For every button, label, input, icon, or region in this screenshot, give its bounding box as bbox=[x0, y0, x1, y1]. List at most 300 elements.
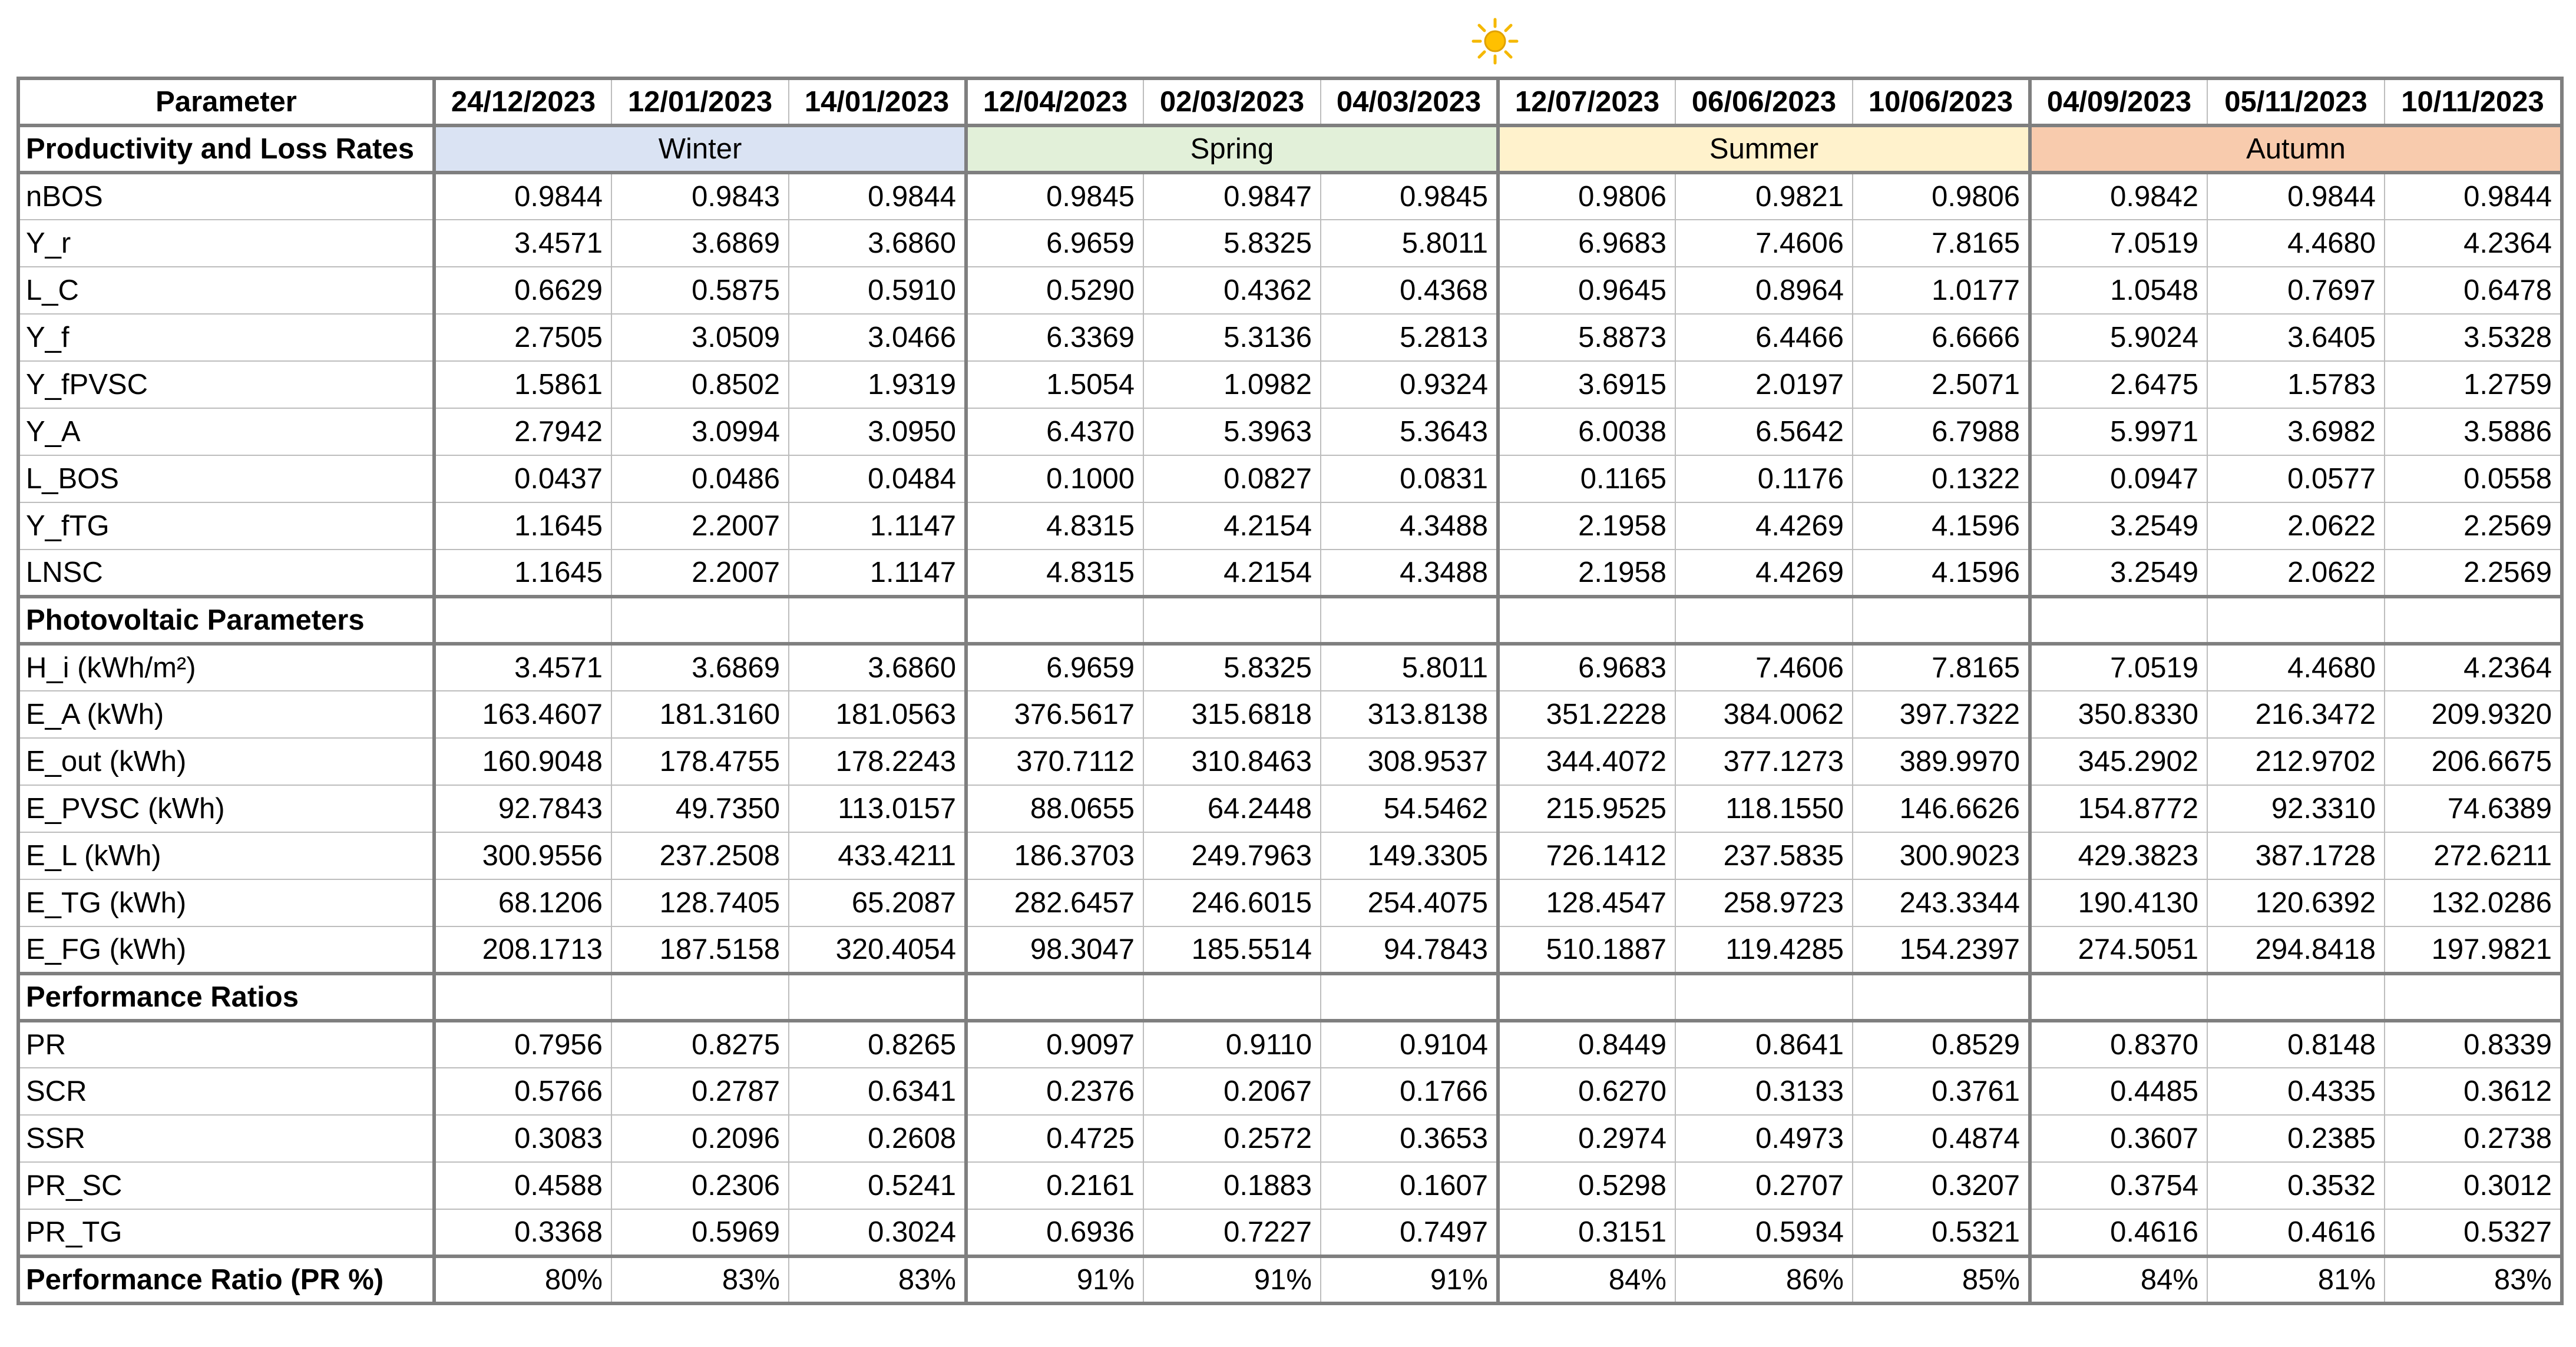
value-cell: 0.4485 bbox=[2030, 1068, 2207, 1115]
value-cell: 0.0486 bbox=[611, 455, 789, 502]
table-row bbox=[18, 314, 2562, 361]
value-cell: 0.9806 bbox=[1498, 173, 1675, 220]
value-cell: 2.7942 bbox=[434, 408, 611, 455]
row-label: SCR bbox=[18, 1068, 434, 1115]
value-cell: 1.0177 bbox=[1853, 267, 2030, 314]
value-cell: 3.5886 bbox=[2385, 408, 2562, 455]
value-cell: 0.3612 bbox=[2385, 1068, 2562, 1115]
value-cell: 0.5969 bbox=[611, 1209, 789, 1256]
value-cell: 0.0831 bbox=[1321, 455, 1498, 502]
value-cell: 376.5617 bbox=[966, 691, 1143, 738]
value-cell: 351.2228 bbox=[1498, 691, 1675, 738]
empty-cell bbox=[1498, 597, 1675, 644]
value-cell: 345.2902 bbox=[2030, 738, 2207, 785]
value-cell: 0.0484 bbox=[789, 455, 966, 502]
value-cell: 0.4616 bbox=[2207, 1209, 2385, 1256]
date-header: 05/11/2023 bbox=[2207, 78, 2385, 125]
section-header-row bbox=[18, 597, 2562, 644]
value-cell: 6.9659 bbox=[966, 220, 1143, 267]
performance-ratio-percent-row bbox=[18, 1256, 2562, 1303]
value-cell: 274.5051 bbox=[2030, 926, 2207, 974]
date-header: 14/01/2023 bbox=[789, 78, 966, 125]
value-cell: 178.4755 bbox=[611, 738, 789, 785]
value-cell: 0.2707 bbox=[1675, 1162, 1853, 1209]
value-cell: 1.1645 bbox=[434, 502, 611, 550]
value-cell: 3.0466 bbox=[789, 314, 966, 361]
row-label: Y_fTG bbox=[18, 502, 434, 550]
table-row bbox=[18, 832, 2562, 879]
value-cell: 300.9556 bbox=[434, 832, 611, 879]
value-cell: 7.0519 bbox=[2030, 220, 2207, 267]
value-cell: 0.9844 bbox=[789, 173, 966, 220]
value-cell: 320.4054 bbox=[789, 926, 966, 974]
value-cell: 0.2096 bbox=[611, 1115, 789, 1162]
empty-cell bbox=[611, 597, 789, 644]
header-row bbox=[18, 78, 2562, 125]
value-cell: 370.7112 bbox=[966, 738, 1143, 785]
value-cell: 80% bbox=[434, 1256, 611, 1303]
value-cell: 0.4874 bbox=[1853, 1115, 2030, 1162]
value-cell: 243.3344 bbox=[1853, 879, 2030, 926]
empty-cell bbox=[2030, 597, 2207, 644]
value-cell: 0.8641 bbox=[1675, 1021, 1853, 1068]
date-header: 02/03/2023 bbox=[1143, 78, 1321, 125]
value-cell: 0.4335 bbox=[2207, 1068, 2385, 1115]
value-cell: 0.5934 bbox=[1675, 1209, 1853, 1256]
empty-cell bbox=[789, 974, 966, 1021]
value-cell: 215.9525 bbox=[1498, 785, 1675, 832]
value-cell: 0.3754 bbox=[2030, 1162, 2207, 1209]
value-cell: 4.2364 bbox=[2385, 644, 2562, 691]
value-cell: 0.2738 bbox=[2385, 1115, 2562, 1162]
value-cell: 282.6457 bbox=[966, 879, 1143, 926]
value-cell: 0.3653 bbox=[1321, 1115, 1498, 1162]
value-cell: 2.7505 bbox=[434, 314, 611, 361]
value-cell: 118.1550 bbox=[1675, 785, 1853, 832]
value-cell: 5.8011 bbox=[1321, 644, 1498, 691]
value-cell: 5.9024 bbox=[2030, 314, 2207, 361]
value-cell: 4.1596 bbox=[1853, 502, 2030, 550]
value-cell: 186.3703 bbox=[966, 832, 1143, 879]
value-cell: 0.1322 bbox=[1853, 455, 2030, 502]
value-cell: 3.4571 bbox=[434, 220, 611, 267]
value-cell: 85% bbox=[1853, 1256, 2030, 1303]
empty-cell bbox=[1321, 974, 1498, 1021]
value-cell: 0.1165 bbox=[1498, 455, 1675, 502]
value-cell: 313.8138 bbox=[1321, 691, 1498, 738]
value-cell: 4.3488 bbox=[1321, 550, 1498, 597]
value-cell: 308.9537 bbox=[1321, 738, 1498, 785]
table-row bbox=[18, 1021, 2562, 1068]
value-cell: 146.6626 bbox=[1853, 785, 2030, 832]
season-label-winter: Winter bbox=[434, 125, 966, 173]
value-cell: 0.3207 bbox=[1853, 1162, 2030, 1209]
value-cell: 0.3133 bbox=[1675, 1068, 1853, 1115]
value-cell: 84% bbox=[2030, 1256, 2207, 1303]
value-cell: 384.0062 bbox=[1675, 691, 1853, 738]
value-cell: 4.8315 bbox=[966, 502, 1143, 550]
value-cell: 0.6341 bbox=[789, 1068, 966, 1115]
value-cell: 1.2759 bbox=[2385, 361, 2562, 408]
value-cell: 387.1728 bbox=[2207, 832, 2385, 879]
pv-parameters-table bbox=[16, 77, 2564, 1305]
empty-cell bbox=[2385, 974, 2562, 1021]
sun-icon bbox=[1471, 18, 1519, 65]
value-cell: 0.0827 bbox=[1143, 455, 1321, 502]
value-cell: 0.6936 bbox=[966, 1209, 1143, 1256]
section-header-row bbox=[18, 974, 2562, 1021]
value-cell: 119.4285 bbox=[1675, 926, 1853, 974]
value-cell: 83% bbox=[789, 1256, 966, 1303]
value-cell: 0.8275 bbox=[611, 1021, 789, 1068]
value-cell: 377.1273 bbox=[1675, 738, 1853, 785]
row-label: PR_TG bbox=[18, 1209, 434, 1256]
value-cell: 237.2508 bbox=[611, 832, 789, 879]
empty-cell bbox=[1143, 597, 1321, 644]
value-cell: 0.4616 bbox=[2030, 1209, 2207, 1256]
value-cell: 4.2154 bbox=[1143, 502, 1321, 550]
table-row bbox=[18, 455, 2562, 502]
value-cell: 0.3368 bbox=[434, 1209, 611, 1256]
value-cell: 86% bbox=[1675, 1256, 1853, 1303]
value-cell: 98.3047 bbox=[966, 926, 1143, 974]
value-cell: 0.9843 bbox=[611, 173, 789, 220]
value-cell: 0.1176 bbox=[1675, 455, 1853, 502]
table-row bbox=[18, 502, 2562, 550]
value-cell: 92.3310 bbox=[2207, 785, 2385, 832]
row-label: PR bbox=[18, 1021, 434, 1068]
value-cell: 397.7322 bbox=[1853, 691, 2030, 738]
value-cell: 197.9821 bbox=[2385, 926, 2562, 974]
value-cell: 0.4362 bbox=[1143, 267, 1321, 314]
section-title: Photovoltaic Parameters bbox=[18, 597, 434, 644]
empty-cell bbox=[434, 974, 611, 1021]
value-cell: 0.5910 bbox=[789, 267, 966, 314]
value-cell: 0.3761 bbox=[1853, 1068, 2030, 1115]
value-cell: 237.5835 bbox=[1675, 832, 1853, 879]
row-label: L_C bbox=[18, 267, 434, 314]
value-cell: 208.1713 bbox=[434, 926, 611, 974]
empty-cell bbox=[966, 597, 1143, 644]
empty-cell bbox=[2385, 597, 2562, 644]
date-header: 12/01/2023 bbox=[611, 78, 789, 125]
value-cell: 2.1958 bbox=[1498, 502, 1675, 550]
row-label: L_BOS bbox=[18, 455, 434, 502]
row-label: nBOS bbox=[18, 173, 434, 220]
row-label: E_FG (kWh) bbox=[18, 926, 434, 974]
value-cell: 6.0038 bbox=[1498, 408, 1675, 455]
value-cell: 81% bbox=[2207, 1256, 2385, 1303]
season-label-spring: Spring bbox=[966, 125, 1498, 173]
value-cell: 300.9023 bbox=[1853, 832, 2030, 879]
value-cell: 3.6869 bbox=[611, 644, 789, 691]
value-cell: 0.9104 bbox=[1321, 1021, 1498, 1068]
value-cell: 2.2569 bbox=[2385, 550, 2562, 597]
value-cell: 294.8418 bbox=[2207, 926, 2385, 974]
table-row bbox=[18, 550, 2562, 597]
table-row bbox=[18, 926, 2562, 974]
value-cell: 0.2376 bbox=[966, 1068, 1143, 1115]
value-cell: 0.5766 bbox=[434, 1068, 611, 1115]
value-cell: 6.9659 bbox=[966, 644, 1143, 691]
table-row bbox=[18, 220, 2562, 267]
empty-cell bbox=[1853, 974, 2030, 1021]
empty-cell bbox=[1675, 974, 1853, 1021]
value-cell: 206.6675 bbox=[2385, 738, 2562, 785]
value-cell: 0.2572 bbox=[1143, 1115, 1321, 1162]
parameter-header: Parameter bbox=[18, 78, 434, 125]
date-header: 12/07/2023 bbox=[1498, 78, 1675, 125]
value-cell: 0.8370 bbox=[2030, 1021, 2207, 1068]
value-cell: 5.2813 bbox=[1321, 314, 1498, 361]
value-cell: 120.6392 bbox=[2207, 879, 2385, 926]
value-cell: 272.6211 bbox=[2385, 832, 2562, 879]
value-cell: 249.7963 bbox=[1143, 832, 1321, 879]
value-cell: 65.2087 bbox=[789, 879, 966, 926]
value-cell: 0.0947 bbox=[2030, 455, 2207, 502]
table-row bbox=[18, 1068, 2562, 1115]
value-cell: 4.2364 bbox=[2385, 220, 2562, 267]
season-label-summer: Summer bbox=[1498, 125, 2030, 173]
row-label: Y_A bbox=[18, 408, 434, 455]
value-cell: 1.5054 bbox=[966, 361, 1143, 408]
row-label: E_TG (kWh) bbox=[18, 879, 434, 926]
value-cell: 0.8964 bbox=[1675, 267, 1853, 314]
row-label: Performance Ratio (PR %) bbox=[18, 1256, 434, 1303]
value-cell: 92.7843 bbox=[434, 785, 611, 832]
value-cell: 315.6818 bbox=[1143, 691, 1321, 738]
value-cell: 5.3643 bbox=[1321, 408, 1498, 455]
value-cell: 113.0157 bbox=[789, 785, 966, 832]
value-cell: 0.9845 bbox=[966, 173, 1143, 220]
table-row bbox=[18, 691, 2562, 738]
value-cell: 49.7350 bbox=[611, 785, 789, 832]
value-cell: 212.9702 bbox=[2207, 738, 2385, 785]
value-cell: 3.2549 bbox=[2030, 550, 2207, 597]
value-cell: 0.1766 bbox=[1321, 1068, 1498, 1115]
table-row bbox=[18, 1162, 2562, 1209]
value-cell: 0.3024 bbox=[789, 1209, 966, 1256]
value-cell: 2.2007 bbox=[611, 502, 789, 550]
value-cell: 7.4606 bbox=[1675, 220, 1853, 267]
table-row bbox=[18, 644, 2562, 691]
value-cell: 0.9844 bbox=[2207, 173, 2385, 220]
value-cell: 209.9320 bbox=[2385, 691, 2562, 738]
value-cell: 0.9097 bbox=[966, 1021, 1143, 1068]
value-cell: 149.3305 bbox=[1321, 832, 1498, 879]
section-title: Productivity and Loss Rates bbox=[18, 125, 434, 173]
value-cell: 0.9110 bbox=[1143, 1021, 1321, 1068]
value-cell: 3.6860 bbox=[789, 644, 966, 691]
value-cell: 3.6982 bbox=[2207, 408, 2385, 455]
value-cell: 0.9842 bbox=[2030, 173, 2207, 220]
value-cell: 0.5327 bbox=[2385, 1209, 2562, 1256]
value-cell: 74.6389 bbox=[2385, 785, 2562, 832]
value-cell: 0.8502 bbox=[611, 361, 789, 408]
value-cell: 0.9844 bbox=[2385, 173, 2562, 220]
value-cell: 0.2974 bbox=[1498, 1115, 1675, 1162]
value-cell: 2.0197 bbox=[1675, 361, 1853, 408]
value-cell: 0.0577 bbox=[2207, 455, 2385, 502]
value-cell: 128.4547 bbox=[1498, 879, 1675, 926]
value-cell: 3.6869 bbox=[611, 220, 789, 267]
empty-cell bbox=[2207, 974, 2385, 1021]
value-cell: 4.3488 bbox=[1321, 502, 1498, 550]
row-label: SSR bbox=[18, 1115, 434, 1162]
row-label: LNSC bbox=[18, 550, 434, 597]
value-cell: 3.6405 bbox=[2207, 314, 2385, 361]
value-cell: 154.8772 bbox=[2030, 785, 2207, 832]
value-cell: 0.2067 bbox=[1143, 1068, 1321, 1115]
value-cell: 2.2007 bbox=[611, 550, 789, 597]
row-label: E_L (kWh) bbox=[18, 832, 434, 879]
empty-cell bbox=[1498, 974, 1675, 1021]
empty-cell bbox=[1853, 597, 2030, 644]
value-cell: 0.8148 bbox=[2207, 1021, 2385, 1068]
value-cell: 0.0437 bbox=[434, 455, 611, 502]
value-cell: 1.1645 bbox=[434, 550, 611, 597]
value-cell: 2.1958 bbox=[1498, 550, 1675, 597]
value-cell: 181.3160 bbox=[611, 691, 789, 738]
value-cell: 310.8463 bbox=[1143, 738, 1321, 785]
value-cell: 185.5514 bbox=[1143, 926, 1321, 974]
date-header: 04/09/2023 bbox=[2030, 78, 2207, 125]
value-cell: 1.0982 bbox=[1143, 361, 1321, 408]
date-header: 10/11/2023 bbox=[2385, 78, 2562, 125]
value-cell: 84% bbox=[1498, 1256, 1675, 1303]
value-cell: 3.0950 bbox=[789, 408, 966, 455]
value-cell: 91% bbox=[966, 1256, 1143, 1303]
value-cell: 6.3369 bbox=[966, 314, 1143, 361]
value-cell: 0.9645 bbox=[1498, 267, 1675, 314]
row-label: Y_fPVSC bbox=[18, 361, 434, 408]
value-cell: 0.4588 bbox=[434, 1162, 611, 1209]
value-cell: 0.5298 bbox=[1498, 1162, 1675, 1209]
value-cell: 0.7697 bbox=[2207, 267, 2385, 314]
value-cell: 54.5462 bbox=[1321, 785, 1498, 832]
value-cell: 132.0286 bbox=[2385, 879, 2562, 926]
value-cell: 128.7405 bbox=[611, 879, 789, 926]
value-cell: 5.9971 bbox=[2030, 408, 2207, 455]
season-row bbox=[18, 125, 2562, 173]
table-row bbox=[18, 785, 2562, 832]
value-cell: 0.1883 bbox=[1143, 1162, 1321, 1209]
value-cell: 94.7843 bbox=[1321, 926, 1498, 974]
value-cell: 0.1607 bbox=[1321, 1162, 1498, 1209]
section-title: Performance Ratios bbox=[18, 974, 434, 1021]
value-cell: 726.1412 bbox=[1498, 832, 1675, 879]
value-cell: 3.0994 bbox=[611, 408, 789, 455]
value-cell: 0.9845 bbox=[1321, 173, 1498, 220]
value-cell: 0.0558 bbox=[2385, 455, 2562, 502]
value-cell: 429.3823 bbox=[2030, 832, 2207, 879]
table-row bbox=[18, 408, 2562, 455]
value-cell: 0.2306 bbox=[611, 1162, 789, 1209]
date-header: 10/06/2023 bbox=[1853, 78, 2030, 125]
value-cell: 5.8873 bbox=[1498, 314, 1675, 361]
empty-cell bbox=[1143, 974, 1321, 1021]
table-row bbox=[18, 879, 2562, 926]
value-cell: 1.9319 bbox=[789, 361, 966, 408]
row-label: E_PVSC (kWh) bbox=[18, 785, 434, 832]
value-cell: 0.6478 bbox=[2385, 267, 2562, 314]
value-cell: 5.8011 bbox=[1321, 220, 1498, 267]
value-cell: 5.8325 bbox=[1143, 644, 1321, 691]
value-cell: 5.8325 bbox=[1143, 220, 1321, 267]
value-cell: 4.1596 bbox=[1853, 550, 2030, 597]
value-cell: 4.4269 bbox=[1675, 502, 1853, 550]
value-cell: 4.4680 bbox=[2207, 644, 2385, 691]
empty-cell bbox=[434, 597, 611, 644]
value-cell: 3.0509 bbox=[611, 314, 789, 361]
value-cell: 0.6629 bbox=[434, 267, 611, 314]
value-cell: 0.7956 bbox=[434, 1021, 611, 1068]
value-cell: 0.8529 bbox=[1853, 1021, 2030, 1068]
date-header: 06/06/2023 bbox=[1675, 78, 1853, 125]
value-cell: 0.9844 bbox=[434, 173, 611, 220]
value-cell: 181.0563 bbox=[789, 691, 966, 738]
row-label: E_A (kWh) bbox=[18, 691, 434, 738]
empty-cell bbox=[789, 597, 966, 644]
value-cell: 2.2569 bbox=[2385, 502, 2562, 550]
row-label: H_i (kWh/m²) bbox=[18, 644, 434, 691]
date-header: 04/03/2023 bbox=[1321, 78, 1498, 125]
value-cell: 2.5071 bbox=[1853, 361, 2030, 408]
row-label: PR_SC bbox=[18, 1162, 434, 1209]
value-cell: 1.5861 bbox=[434, 361, 611, 408]
value-cell: 5.3963 bbox=[1143, 408, 1321, 455]
value-cell: 187.5158 bbox=[611, 926, 789, 974]
value-cell: 350.8330 bbox=[2030, 691, 2207, 738]
value-cell: 0.7497 bbox=[1321, 1209, 1498, 1256]
empty-cell bbox=[611, 974, 789, 1021]
table-row bbox=[18, 738, 2562, 785]
value-cell: 190.4130 bbox=[2030, 879, 2207, 926]
value-cell: 7.8165 bbox=[1853, 220, 2030, 267]
value-cell: 178.2243 bbox=[789, 738, 966, 785]
value-cell: 510.1887 bbox=[1498, 926, 1675, 974]
value-cell: 0.2161 bbox=[966, 1162, 1143, 1209]
value-cell: 68.1206 bbox=[434, 879, 611, 926]
value-cell: 83% bbox=[2385, 1256, 2562, 1303]
value-cell: 254.4075 bbox=[1321, 879, 1498, 926]
row-label: Y_f bbox=[18, 314, 434, 361]
empty-cell bbox=[1675, 597, 1853, 644]
value-cell: 6.7988 bbox=[1853, 408, 2030, 455]
value-cell: 0.9821 bbox=[1675, 173, 1853, 220]
table-row bbox=[18, 1209, 2562, 1256]
value-cell: 3.6915 bbox=[1498, 361, 1675, 408]
value-cell: 88.0655 bbox=[966, 785, 1143, 832]
row-label: Y_r bbox=[18, 220, 434, 267]
value-cell: 4.2154 bbox=[1143, 550, 1321, 597]
value-cell: 0.7227 bbox=[1143, 1209, 1321, 1256]
value-cell: 2.0622 bbox=[2207, 550, 2385, 597]
value-cell: 2.0622 bbox=[2207, 502, 2385, 550]
value-cell: 5.3136 bbox=[1143, 314, 1321, 361]
value-cell: 0.3532 bbox=[2207, 1162, 2385, 1209]
value-cell: 4.4680 bbox=[2207, 220, 2385, 267]
value-cell: 0.9847 bbox=[1143, 173, 1321, 220]
value-cell: 163.4607 bbox=[434, 691, 611, 738]
date-header: 12/04/2023 bbox=[966, 78, 1143, 125]
empty-cell bbox=[2030, 974, 2207, 1021]
value-cell: 7.4606 bbox=[1675, 644, 1853, 691]
value-cell: 0.9324 bbox=[1321, 361, 1498, 408]
value-cell: 1.1147 bbox=[789, 550, 966, 597]
value-cell: 4.4269 bbox=[1675, 550, 1853, 597]
empty-cell bbox=[2207, 597, 2385, 644]
